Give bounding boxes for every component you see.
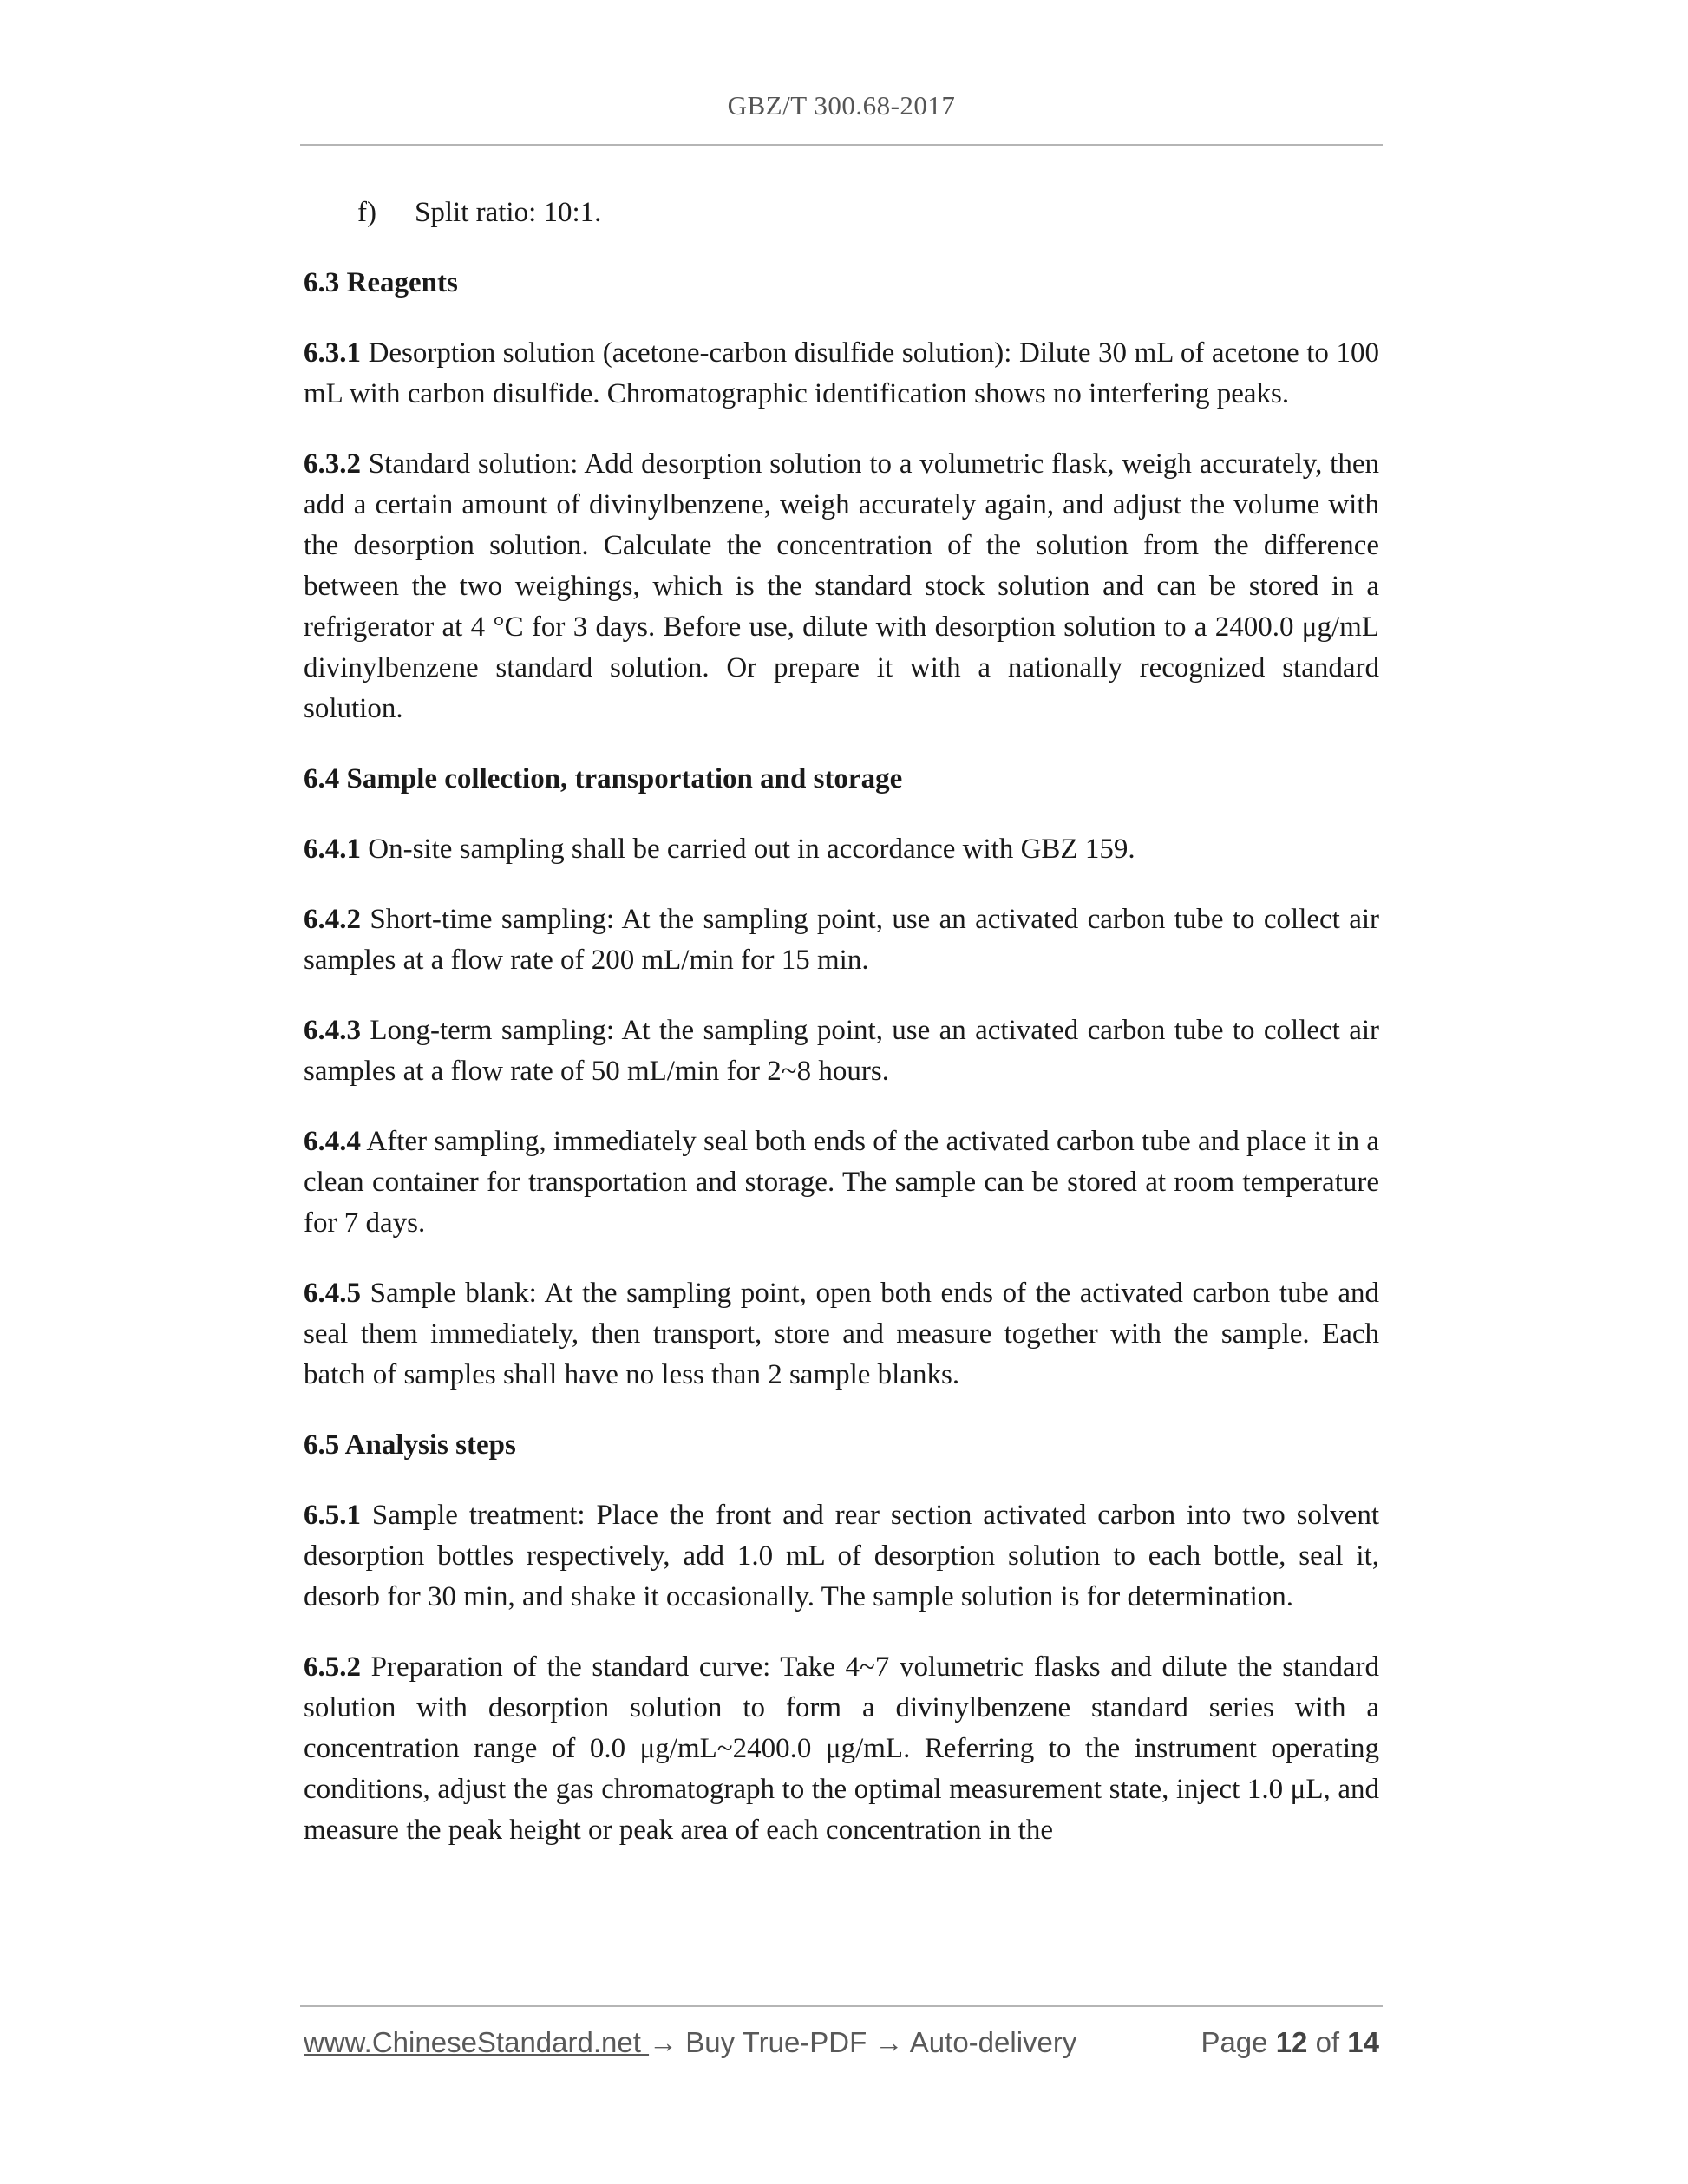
- clause-text: Desorption solution (acetone-carbon disulfide solution): Dilute 30 mL of acetone to 100 mL with carbon disulfide. Chromatographic identification shows no interfering peaks.: [304, 337, 1379, 409]
- website-link[interactable]: www.ChineseStandard.net: [304, 2026, 650, 2058]
- clause-number: 6.4.5: [304, 1278, 361, 1309]
- page-footer: [304, 2026, 1379, 2059]
- list-marker: f): [357, 197, 376, 228]
- clause-text: Preparation of the standard curve: Take 4~7 volumetric flasks and dilute the standard solution with desorption solution to form a divinylbenzene standard series with a concentration range of 0.0 μg/mL~2400.0 μg/mL. Referring to the instrument operating conditions, adjust the gas chromatograph to the optimal measurement state, inject 1.0 μL, and measure the peak height or peak area of each concentration in the: [304, 1651, 1379, 1846]
- clause-6-4-4: [304, 1121, 1379, 1244]
- clause-6-5-2: [304, 1647, 1379, 1851]
- total-pages: 14: [1347, 2026, 1379, 2058]
- arrow-right-icon: →: [874, 2026, 904, 2058]
- buy-pdf-text: Buy True-PDF: [677, 2026, 875, 2058]
- clause-number: 6.5.1: [304, 1500, 361, 1531]
- page-label: Page: [1201, 2026, 1268, 2058]
- clause-text: Standard solution: Add desorption solution to a volumetric flask, weigh accurately, then add a certain amount of divinylbenzene, weigh accurately again, and adjust the volume with the desorption solution. Calculate the concentration of the solution from the difference between the two weighings, which is the standard stock solution and can be stored in a refrigerator at 4 °C for 3 days. Before use, dilute with desorption solution to a 2400.0 μg/mL divinylbenzene standard solution. Or prepare it with a nationally recognized standard solution.: [304, 448, 1379, 724]
- section-heading-6-4: 6.4 Sample collection, transportation and storage: [304, 763, 903, 794]
- clause-6-4-3: [304, 1010, 1379, 1092]
- page-number: [1201, 2026, 1379, 2059]
- footer-promo: [304, 2026, 1076, 2059]
- clause-6-4-5: [304, 1273, 1379, 1396]
- clause-number: 6.4.3: [304, 1015, 361, 1046]
- section-heading-6-5: 6.5 Analysis steps: [304, 1429, 516, 1461]
- footer-divider: [300, 2005, 1383, 2007]
- list-item-split-ratio: [304, 193, 1379, 233]
- clause-number: 6.4.2: [304, 904, 361, 935]
- header-standard-number: GBZ/T 300.68-2017: [727, 90, 956, 121]
- clause-number: 6.4.4: [304, 1126, 361, 1157]
- clause-6-4-1: [304, 829, 1379, 870]
- clause-number: 6.4.1: [304, 834, 361, 865]
- clause-text: After sampling, immediately seal both ends of the activated carbon tube and place it in a clean container for transportation and storage. The sample can be stored at room temperature for 7 days.: [304, 1126, 1379, 1239]
- clause-number: 6.3.2: [304, 448, 361, 480]
- clause-6-4-2: [304, 899, 1379, 981]
- clause-text: Short-time sampling: At the sampling point, use an activated carbon tube to collect air samples at a flow rate of 200 mL/min for 15 min.: [304, 904, 1379, 976]
- list-item-text: Split ratio: 10:1.: [415, 197, 602, 228]
- clause-text: Sample treatment: Place the front and rear section activated carbon into two solvent desorption bottles respectively, add 1.0 mL of desorption solution to each bottle, seal it, desorb for 30 min, and shake it occasionally. The sample solution is for determination.: [304, 1500, 1379, 1612]
- page-of-label: of: [1315, 2026, 1340, 2058]
- page-content: [304, 193, 1379, 1880]
- arrow-right-icon: →: [649, 2026, 678, 2058]
- clause-6-3-1: [304, 333, 1379, 415]
- clause-number: 6.3.1: [304, 337, 361, 369]
- header-divider: [300, 144, 1383, 146]
- clause-6-5-1: [304, 1495, 1379, 1618]
- section-heading-6-3: 6.3 Reagents: [304, 267, 458, 298]
- clause-text: Long-term sampling: At the sampling point, use an activated carbon tube to collect air samples at a flow rate of 50 mL/min for 2~8 hours.: [304, 1015, 1379, 1087]
- clause-text: On-site sampling shall be carried out in accordance with GBZ 159.: [361, 834, 1135, 865]
- clause-6-3-2: [304, 444, 1379, 729]
- auto-delivery-text: Auto-delivery: [903, 2026, 1077, 2058]
- clause-number: 6.5.2: [304, 1651, 361, 1683]
- clause-text: Sample blank: At the sampling point, open both ends of the activated carbon tube and seal them immediately, then transport, store and measure together with the sample. Each batch of samples shall have no less than 2 sample blanks.: [304, 1278, 1379, 1390]
- current-page: 12: [1275, 2026, 1308, 2058]
